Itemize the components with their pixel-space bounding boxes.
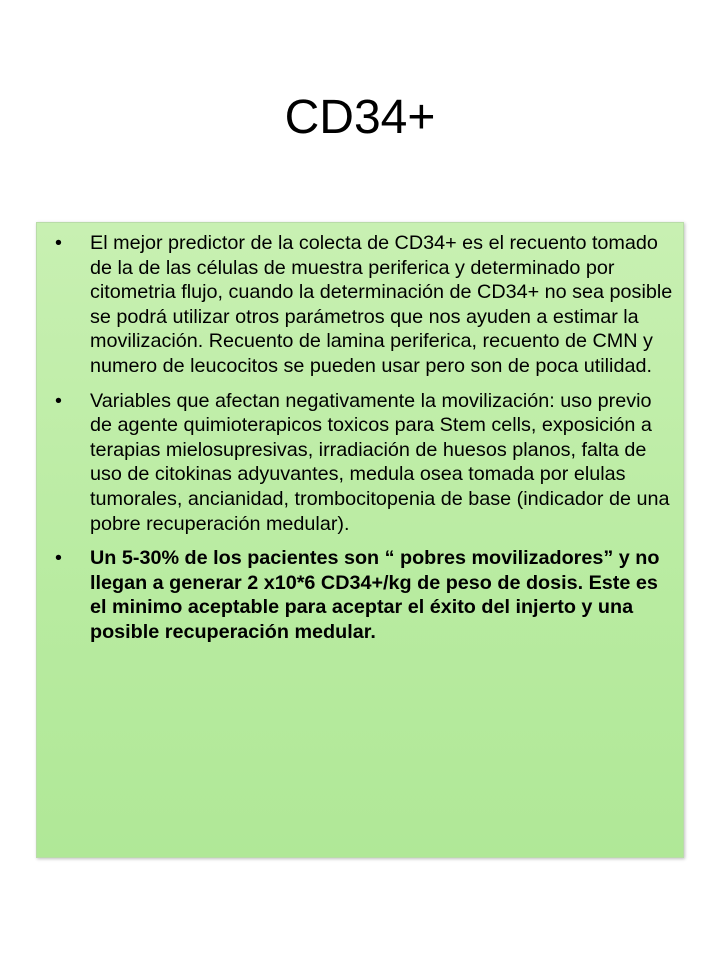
bullet-list xyxy=(47,231,675,655)
bullet-text: El mejor predictor de la colecta de CD34+ es el recuento tomado de la de las células de muestra periferica y determinado por citometria flujo, cuando la determinación de CD34+ no sea posible se podrá utilizar otros parámetros que nos ayuden a estimar la movilización. Recuento de lamina periferica, recuento de CMN y numero de leucocitos se pueden usar pero son de poca utilidad. xyxy=(90,232,673,377)
bullet-dot-icon: • xyxy=(55,232,62,254)
bullet-text: Un 5-30% de los pacientes son “ pobres movilizadores” y no llegan a generar 2 x10*6 CD34+/kg de peso de dosis. Este es el minimo aceptable para aceptar el éxito del injerto y una posible recuperación medular. xyxy=(90,547,660,643)
content-box xyxy=(36,222,684,858)
bullet-item xyxy=(47,546,675,644)
bullet-item xyxy=(47,389,675,537)
bullet-item xyxy=(47,231,675,379)
bullet-text: Variables que afectan negativamente la movilización: uso previo de agente quimioterapicos toxicos para Stem cells, exposición a terapias mielosupresivas, irradiación de huesos planos, falta de uso de citokinas adyuvantes, medula osea tomada por elulas tumorales, ancianidad, trombocitopenia de base (indicador de una pobre recuperación medular). xyxy=(90,389,670,535)
bullet-dot-icon: • xyxy=(55,389,62,412)
slide-title: CD34+ xyxy=(284,91,436,144)
bullet-dot-icon: • xyxy=(55,547,62,570)
